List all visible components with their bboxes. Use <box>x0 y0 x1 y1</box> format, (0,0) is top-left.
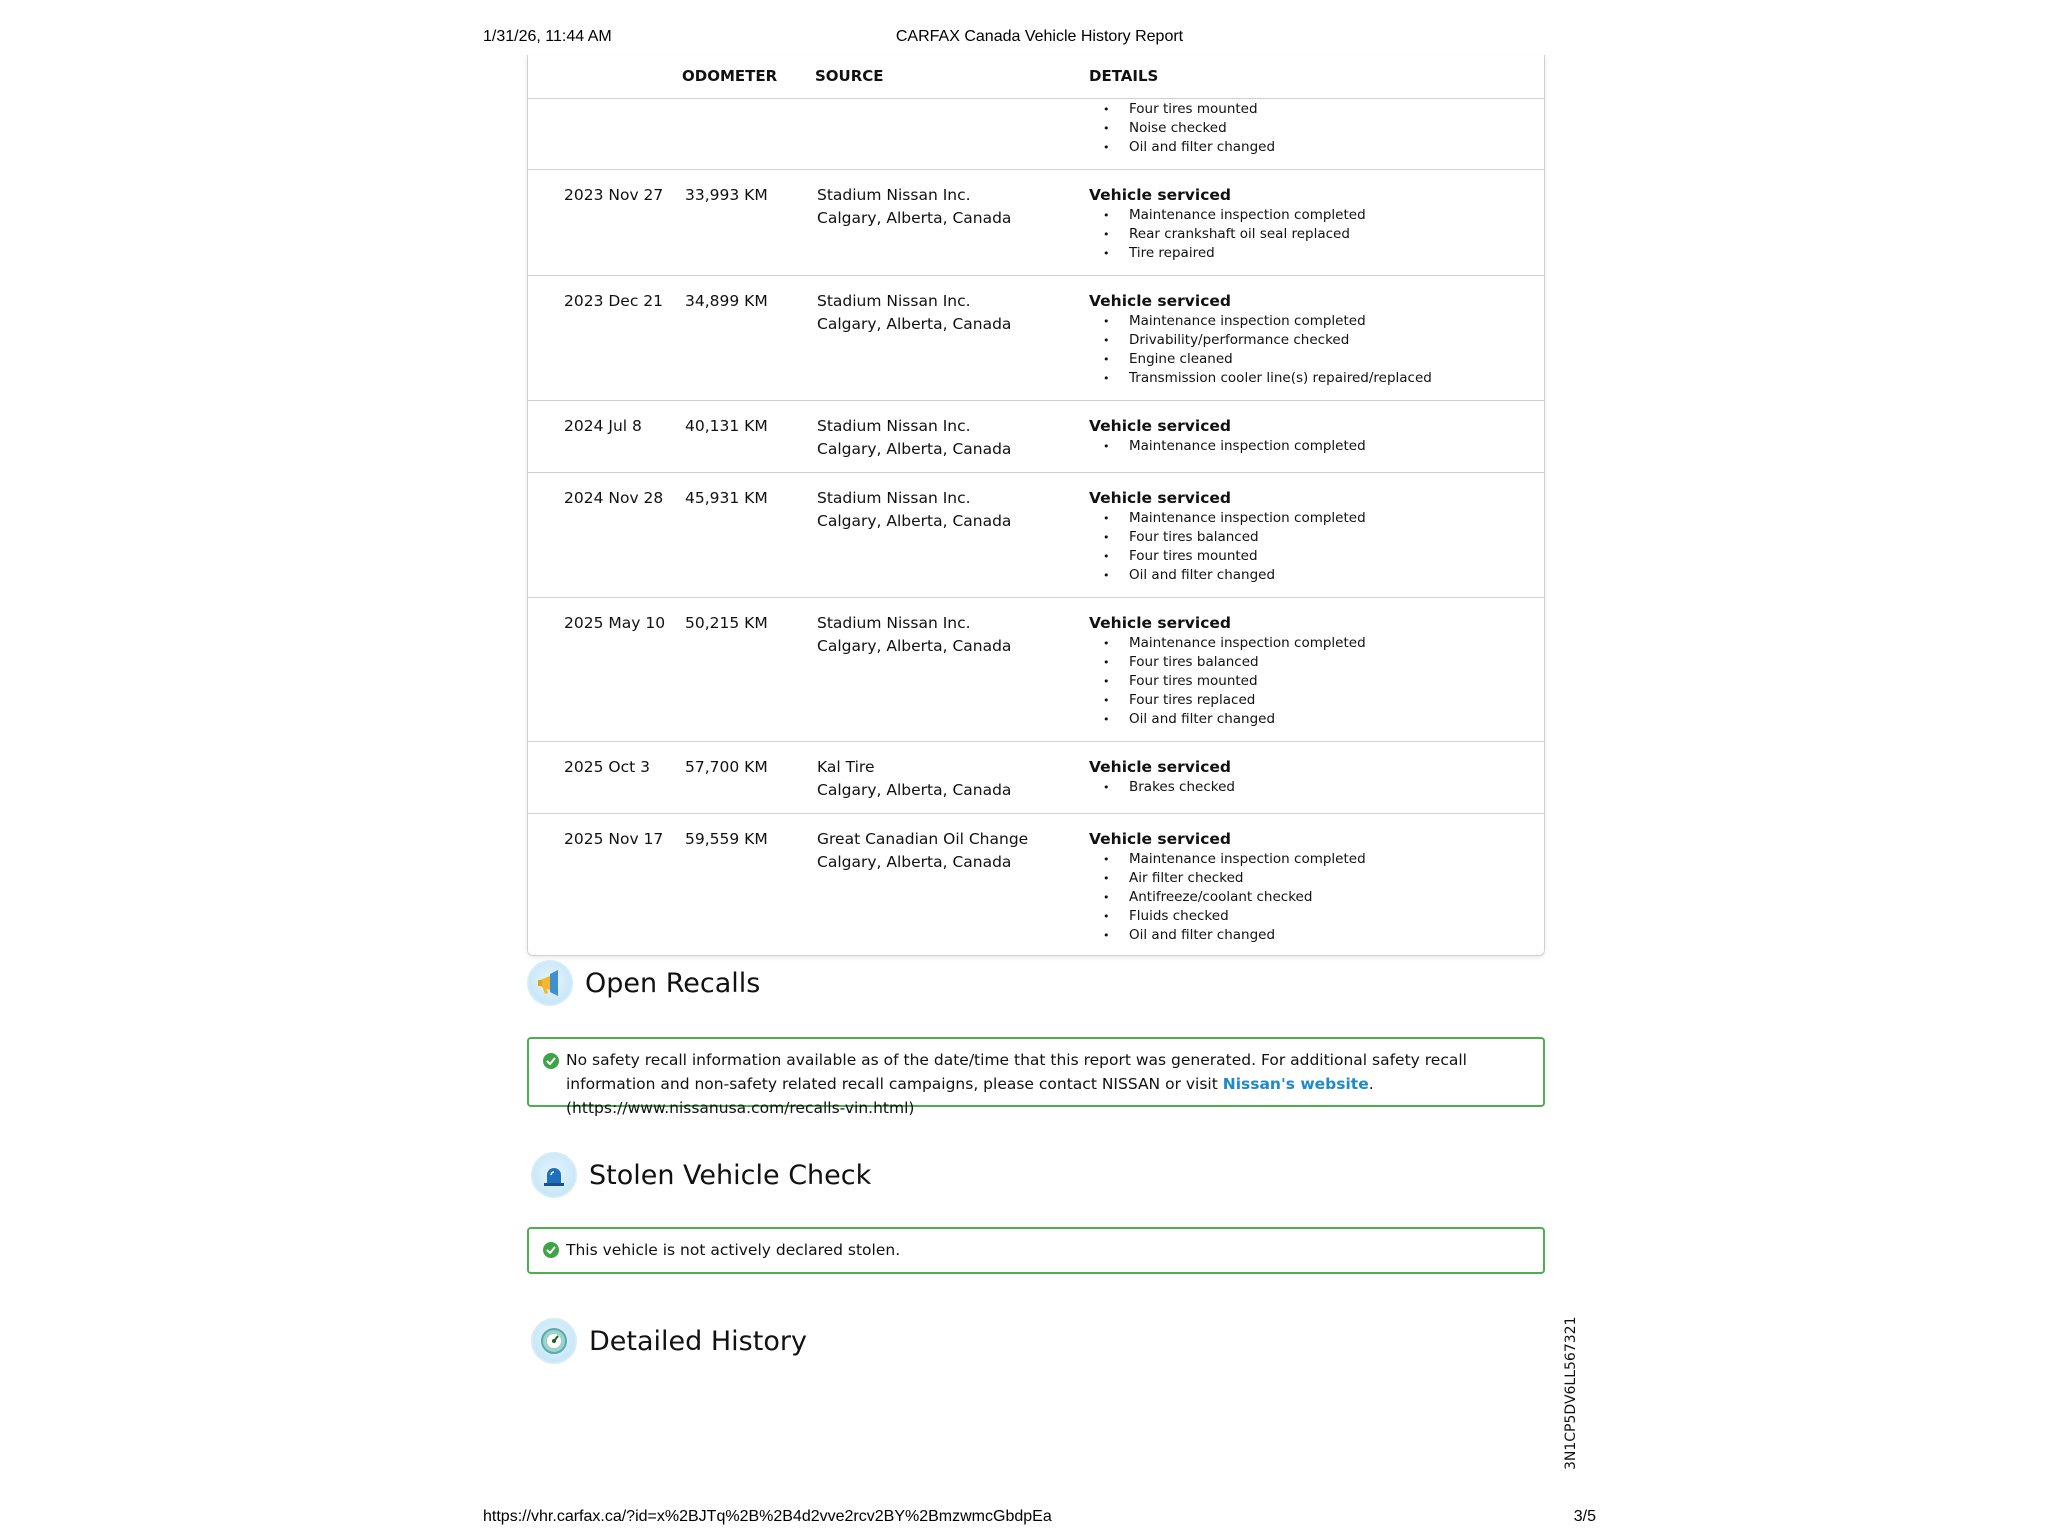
carryover-detail-list <box>1089 100 1275 157</box>
print-header <box>483 28 1596 50</box>
row-details <box>1089 487 1366 585</box>
detail-item: • Four tires replaced <box>1089 691 1366 710</box>
row-details <box>1089 415 1366 456</box>
table-row <box>528 813 1544 955</box>
row-date: 2023 Nov 27 <box>564 186 664 204</box>
detail-item: • Antifreeze/coolant checked <box>1089 888 1366 907</box>
source-name: Stadium Nissan Inc. <box>817 614 971 632</box>
source-name: Great Canadian Oil Change <box>817 830 1029 848</box>
detail-item: • Transmission cooler line(s) repaired/replaced <box>1089 369 1432 388</box>
row-date: 2025 May 10 <box>564 614 666 632</box>
detail-item: • Engine cleaned <box>1089 350 1432 369</box>
detail-item: • Tire repaired <box>1089 244 1366 263</box>
detail-item: • Maintenance inspection completed <box>1089 312 1432 331</box>
row-source <box>817 828 1028 874</box>
detail-item: • Air filter checked <box>1089 869 1366 888</box>
stolen-notice <box>527 1227 1545 1274</box>
detail-item: • Maintenance inspection completed <box>1089 206 1366 225</box>
column-header-details: DETAILS <box>1089 67 1159 85</box>
detail-item: • Fluids checked <box>1089 907 1366 926</box>
detail-title: Vehicle serviced <box>1089 758 1232 776</box>
detail-title: Vehicle serviced <box>1089 186 1232 204</box>
row-date: 2025 Nov 17 <box>564 830 664 848</box>
row-details <box>1089 756 1235 797</box>
detail-item: • Rear crankshaft oil seal replaced <box>1089 225 1366 244</box>
detail-item: • Four tires balanced <box>1089 528 1366 547</box>
detail-title: Vehicle serviced <box>1089 292 1232 310</box>
print-title: CARFAX Canada Vehicle History Report <box>895 28 1184 45</box>
detail-item: • Oil and filter changed <box>1089 138 1275 157</box>
row-source <box>817 415 1011 461</box>
detail-item: • Noise checked <box>1089 119 1275 138</box>
row-details <box>1089 612 1366 729</box>
detail-title: Vehicle serviced <box>1089 417 1232 435</box>
row-source <box>817 756 1011 802</box>
detail-item: • Maintenance inspection completed <box>1089 850 1366 869</box>
recall-notice <box>527 1037 1545 1117</box>
source-name: Stadium Nissan Inc. <box>817 417 971 435</box>
source-location: Calgary, Alberta, Canada <box>817 209 1012 227</box>
table-row-carryover <box>528 98 1544 169</box>
section-title: Open Recalls <box>585 967 761 999</box>
check-circle-icon <box>543 1053 559 1069</box>
source-name: Stadium Nissan Inc. <box>817 489 971 507</box>
row-date: 2024 Nov 28 <box>564 489 664 507</box>
detail-item: • Oil and filter changed <box>1089 926 1366 945</box>
detail-item: • Drivability/performance checked <box>1089 331 1432 350</box>
row-date: 2023 Dec 21 <box>564 292 664 310</box>
detail-item: • Four tires mounted <box>1089 100 1275 119</box>
detail-item: • Four tires mounted <box>1089 547 1366 566</box>
recall-text: No safety recall information available as of the date/time that this report was generated. For additional safety recall information and non-safety related recall campaigns, please contact NISSAN or visit <box>566 1051 1467 1093</box>
row-details <box>1089 828 1366 945</box>
siren-icon <box>531 1152 577 1198</box>
table-row <box>528 472 1544 597</box>
detail-item: • Oil and filter changed <box>1089 710 1366 729</box>
table-row <box>528 597 1544 741</box>
print-datetime: 1/31/26, 11:44 AM <box>483 28 612 45</box>
column-header-source: SOURCE <box>815 67 884 85</box>
detail-item: • Four tires mounted <box>1089 672 1366 691</box>
source-name: Stadium Nissan Inc. <box>817 186 971 204</box>
row-odometer: 50,215 KM <box>685 614 768 632</box>
detail-item: • Four tires balanced <box>1089 653 1366 672</box>
row-source <box>817 487 1011 533</box>
detail-item: • Brakes checked <box>1089 778 1235 797</box>
detail-item: • Maintenance inspection completed <box>1089 509 1366 528</box>
column-header-odometer: ODOMETER <box>682 67 778 85</box>
source-location: Calgary, Alberta, Canada <box>817 440 1012 458</box>
open-recalls-heading <box>527 960 760 1006</box>
source-location: Calgary, Alberta, Canada <box>817 315 1012 333</box>
detail-item: • Maintenance inspection completed <box>1089 634 1366 653</box>
vin-label: 3N1CP5DV6LL567321 <box>1563 1316 1579 1470</box>
section-title: Detailed History <box>589 1325 807 1357</box>
row-date: 2025 Oct 3 <box>564 758 650 776</box>
detail-title: Vehicle serviced <box>1089 614 1232 632</box>
section-title: Stolen Vehicle Check <box>589 1159 872 1191</box>
row-odometer: 59,559 KM <box>685 830 768 848</box>
detail-title: Vehicle serviced <box>1089 830 1232 848</box>
detail-item: • Oil and filter changed <box>1089 566 1366 585</box>
source-name: Stadium Nissan Inc. <box>817 292 971 310</box>
recall-url-text: . (https://www.nissanusa.com/recalls-vin.html) <box>566 1075 1374 1117</box>
row-odometer: 57,700 KM <box>685 758 768 776</box>
row-details <box>1089 184 1366 263</box>
page-number: 3/5 <box>1573 1508 1596 1525</box>
row-odometer: 45,931 KM <box>685 489 768 507</box>
row-source <box>817 290 1011 336</box>
stolen-notice-text: This vehicle is not actively declared stolen. <box>566 1241 901 1259</box>
check-circle-icon <box>543 1242 559 1258</box>
source-location: Calgary, Alberta, Canada <box>817 853 1012 871</box>
row-odometer: 34,899 KM <box>685 292 768 310</box>
row-source <box>817 184 1011 230</box>
megaphone-icon <box>527 960 573 1006</box>
row-odometer: 33,993 KM <box>685 186 768 204</box>
report-url[interactable]: https://vhr.carfax.ca/?id=x%2BJTq%2B%2B4d2vve2rcv2BY%2BmzwmcGbdpEa <box>483 1508 1052 1525</box>
row-details <box>1089 290 1432 388</box>
nissan-website-link[interactable]: Nissan's website <box>1222 1075 1369 1093</box>
row-odometer: 40,131 KM <box>685 417 768 435</box>
print-footer <box>483 1508 1596 1530</box>
row-date: 2024 Jul 8 <box>564 417 642 435</box>
source-location: Calgary, Alberta, Canada <box>817 512 1012 530</box>
row-source <box>817 612 1011 658</box>
table-row <box>528 400 1544 472</box>
source-location: Calgary, Alberta, Canada <box>817 781 1012 799</box>
recall-notice-text <box>566 1048 1523 1120</box>
detailed-history-heading <box>531 1318 807 1364</box>
table-row <box>528 275 1544 400</box>
gauge-icon <box>531 1318 577 1364</box>
source-location: Calgary, Alberta, Canada <box>817 637 1012 655</box>
stolen-check-heading <box>531 1152 871 1198</box>
detail-item: • Maintenance inspection completed <box>1089 437 1366 456</box>
detail-title: Vehicle serviced <box>1089 489 1232 507</box>
history-table <box>527 55 1545 956</box>
source-name: Kal Tire <box>817 758 875 776</box>
table-row <box>528 741 1544 813</box>
table-row <box>528 169 1544 275</box>
